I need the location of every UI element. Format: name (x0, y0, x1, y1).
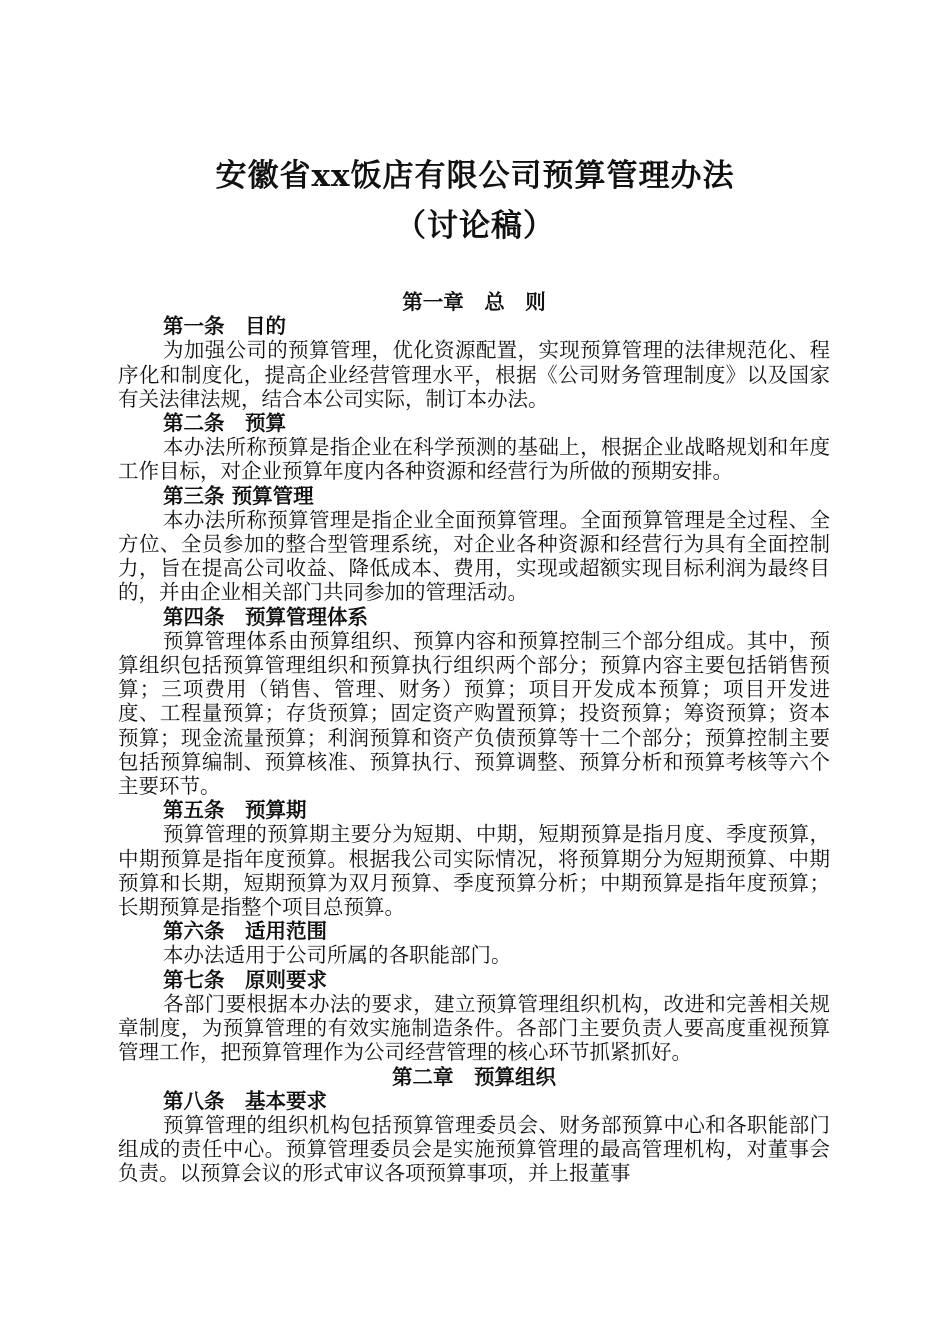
article-heading: 第二条 预算 (163, 411, 286, 436)
document-body (118, 290, 830, 1186)
chapter-heading: 第二章 预算组织 (392, 1064, 556, 1089)
article-heading: 第一条 目的 (163, 314, 286, 339)
article-heading: 第四条 预算管理体系 (163, 604, 368, 629)
article-heading: 第八条 基本要求 (163, 1088, 327, 1113)
document-title: 安徽省xx饭店有限公司预算管理办法 (215, 158, 735, 194)
paragraph: 预算管理体系由预算组织、预算内容和预算控制三个部分组成。其中，预算组织包括预算管理组织和预算执行组织两个部分；预算内容主要包括销售预算；三项费用（销售、管理、财务）预算；项目开发成本预算；项目开发进度、工程量预算；存货预算；固定资产购置预算；投资预算；筹资预算；资本预算；现金流量预算；利润预算和资产负债预算等十二个部分；预算控制主要包括预算编制、预算核准、预算执行、预算调整、预算分析和预算考核等六个主要环节。 (118, 628, 830, 799)
paragraph: 各部门要根据本办法的要求，建立预算管理组织机构，改进和完善相关规章制度，为预算管理的有效实施制造条件。各部门主要负责人要高度重视预算管理工作，把预算管理作为公司经营管理的核心环节抓紧抓好。 (118, 991, 830, 1065)
paragraph: 本办法所称预算是指企业在科学预测的基础上，根据企业战略规划和年度工作目标，对企业预算年度内各种资源和经营行为所做的预期安排。 (118, 435, 830, 484)
paragraph: 预算管理的组织机构包括预算管理委员会、财务部预算中心和各职能部门组成的责任中心。预算管理委员会是实施预算管理的最高管理机构，对董事会负责。以预算会议的形式审议各项预算事项，并上报董事 (118, 1112, 830, 1186)
chapter-heading: 第一章 总 则 (402, 290, 546, 314)
paragraph: 为加强公司的预算管理，优化资源配置，实现预算管理的法律规范化、程序化和制度化，提高企业经营管理水平，根据《公司财务管理制度》以及国家有关法律法规，结合本公司实际，制订本办法。 (118, 338, 830, 411)
article-heading: 第六条 适用范围 (163, 919, 327, 944)
article-heading: 第五条 预算期 (163, 798, 307, 823)
paragraph: 本办法所称预算管理是指企业全面预算管理。全面预算管理是全过程、全方位、全员参加的整合型管理系统，对企业各种资源和经营行为具有全面控制力，旨在提高公司收益、降低成本、费用，实现或超额实现目标利润为最终目的，并由企业相关部门共同参加的管理活动。 (118, 507, 830, 605)
article-heading: 第三条 预算管理 (163, 483, 314, 508)
paragraph: 本办法适用于公司所属的各职能部门。 (163, 943, 512, 968)
document-subtitle: （讨论稿） (395, 208, 555, 244)
paragraph: 预算管理的预算期主要分为短期、中期，短期预算是指月度、季度预算，中期预算是指年度预算。根据我公司实际情况，将预算期分为短期预算、中期预算和长期，短期预算为双月预算、季度预算分析；中期预算是指年度预算；长期预算是指整个项目总预算。 (118, 822, 830, 920)
article-heading: 第七条 原则要求 (163, 967, 327, 992)
